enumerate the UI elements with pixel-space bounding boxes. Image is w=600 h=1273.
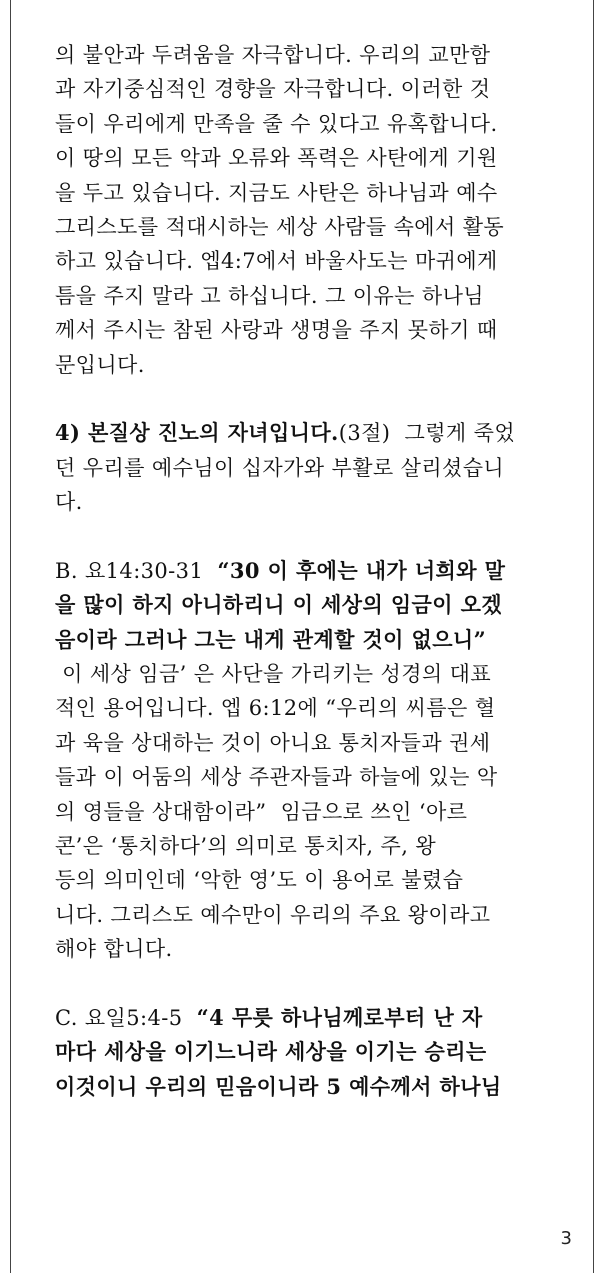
paragraph-2 [55, 416, 565, 519]
scripture-ref: C. 요일5:4-5 [55, 1005, 197, 1030]
scripture-quote-line: 을 많이 하지 아니하리니 이 세상의 임금이 오겠 [55, 592, 503, 618]
text-line: 들과 이 어둠의 세상 주관자들과 하늘에 있는 악 [55, 765, 498, 790]
text-line: 과 육을 상대하는 것이 아니요 통치자들과 권세 [55, 730, 491, 755]
text-line: 다. [55, 490, 83, 515]
paragraph-gap [55, 382, 565, 416]
text-line: 께서 주시는 참된 사랑과 생명을 주지 못하기 때 [55, 318, 498, 343]
text-line: 을 두고 있습니다. 지금도 사탄은 하나님과 예수 [55, 180, 498, 205]
paragraph-1 [55, 38, 565, 382]
text-line: 니다. 그리스도 예수만이 우리의 주요 왕이라고 [55, 902, 491, 927]
text-line: 적인 용어입니다. 엡 6:12에 “우리의 씨름은 혈 [55, 696, 496, 721]
document-body [55, 38, 565, 1104]
verse-ref: (3절) 그렇게 죽었 [338, 421, 516, 446]
text-line: 던 우리를 예수님이 십자가와 부활로 살리셨습니 [55, 455, 505, 480]
scripture-quote: “4 무릇 하나님께로부터 난 자 [196, 1004, 483, 1030]
text-line: 들이 우리에게 만족을 줄 수 있다고 유혹합니다. [55, 111, 498, 136]
scripture-quote-line: 음이라 그러나 그는 내게 관계할 것이 없으니” [55, 626, 487, 652]
text-line [55, 416, 565, 450]
paragraph-3 [55, 554, 565, 967]
text-line: 이 땅의 모든 악과 오류와 폭력은 사탄에게 기원 [55, 146, 498, 171]
text-line: 이 세상 임금’ 은 사단을 가리키는 성경의 대표 [55, 662, 492, 687]
section-heading: 4) 본질상 진노의 자녀입니다. [55, 420, 339, 446]
paragraph-gap [55, 519, 565, 553]
page-number: 3 [560, 1228, 572, 1249]
text-line: 해야 합니다. [55, 937, 173, 962]
scripture-quote-line: 마다 세상을 이기느니라 세상을 이기는 승리는 [55, 1039, 487, 1065]
paragraph-gap [55, 967, 565, 1001]
text-line [55, 554, 565, 588]
text-line: 콘’은 ‘통치하다’의 의미로 통치자, 주, 왕 [55, 833, 437, 858]
scripture-quote-line: 이것이니 우리의 믿음이니라 5 예수께서 하나님 [55, 1073, 502, 1099]
scripture-quote: “30 이 후에는 내가 너희와 말 [217, 557, 506, 583]
text-line: 등의 의미인데 ‘악한 영’도 이 용어로 불렸습 [55, 868, 464, 893]
text-line: 문입니다. [55, 352, 145, 377]
scripture-ref: B. 요14:30-31 [55, 558, 218, 583]
paragraph-4 [55, 1001, 565, 1104]
text-line: 하고 있습니다. 엡4:7에서 바울사도는 마귀에게 [55, 249, 498, 274]
text-line [55, 1001, 565, 1035]
text-line: 그리스도를 적대시하는 세상 사람들 속에서 활동 [55, 214, 505, 239]
text-line: 틈을 주지 말라 고 하십니다. 그 이유는 하나님 [55, 283, 484, 308]
text-line: 의 불안과 두려움을 자극합니다. 우리의 교만함 [55, 43, 491, 67]
text-line: 의 영들을 상대함이라” 임금으로 쓰인 ‘아르 [55, 799, 468, 824]
text-line: 과 자기중심적인 경향을 자극합니다. 이러한 것 [55, 77, 491, 102]
